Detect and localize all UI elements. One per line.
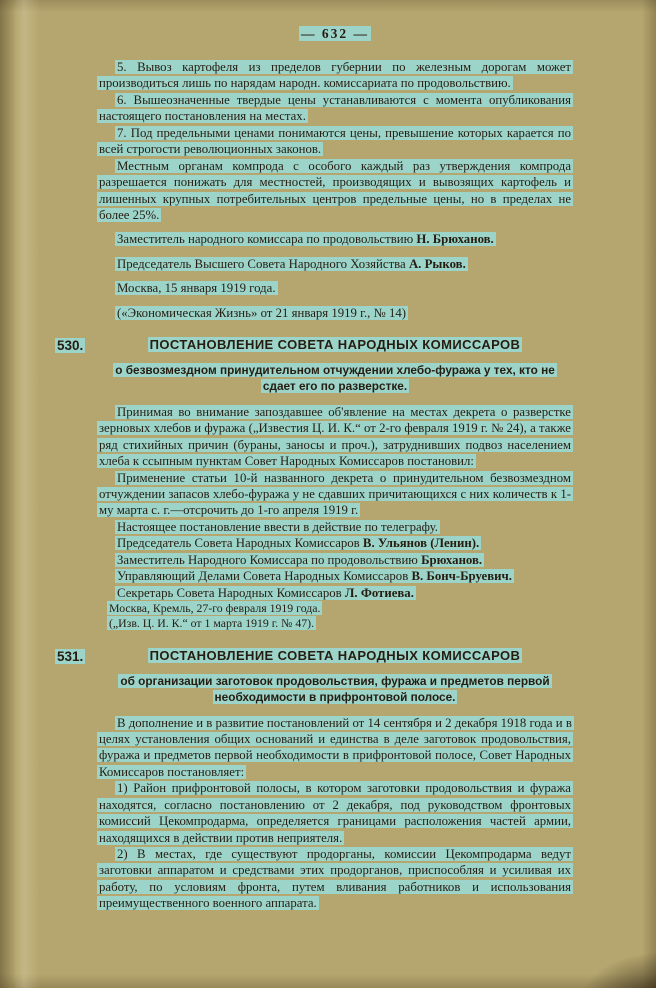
intro-paragraph-7: 7. Под предельными ценами понимаются цены, превышение которых карается по всей строгости революционных законов. [99, 125, 571, 157]
decree-530-margin-number: 530. [57, 338, 84, 354]
text-column [57, 26, 573, 912]
decree-530-paragraph: Настоящее постановление ввести в действие по телеграфу. [117, 519, 438, 534]
signatory-name: А. Рыков. [408, 256, 466, 271]
signatory-name: В. Ульянов (Ленин). [362, 536, 480, 551]
signature-line: Заместитель народного комиссара по продовольствию Н. Брюханов. [117, 232, 494, 247]
signature-line: Управляющий Делами Совета Народных Комиссаров В. Бонч-Бруевич. [117, 569, 512, 584]
page-number-text: — 632 — [301, 26, 369, 41]
intro-paragraph-6: 6. Вышеозначенные твердые цены устанавливаются с момента опубликования настоящего постановления на местах. [99, 92, 571, 124]
date-line: Москва, Кремль, 27-го февраля 1919 года. [109, 601, 321, 616]
decree-530-subtitle: о безвозмездном принудительном отчуждении хлебо-фуража у тех, кто не сдает его по разверстке. [115, 363, 555, 393]
signature-line: Секретарь Совета Народных Комиссаров Л. Фотиева. [117, 585, 414, 600]
decree-531-paragraph: 1) Район прифронтовой полосы, в котором заготовки продовольствия и фуража находятся, согласно постановлению от 2 декабря, под руководством фронтовых комиссий Цекомпродарма, определяется границами расположения частей армии, находящихся в действии против неприятеля. [99, 781, 571, 845]
decree-530-title: ПОСТАНОВЛЕНИЕ СОВЕТА НАРОДНЫХ КОМИССАРОВ [149, 337, 521, 353]
decree-531 [57, 647, 573, 912]
decree-531-subtitle: об организации заготовок продовольствия, фуража и предметов первой необходимости в прифронтовой полосе. [120, 673, 550, 704]
signature-line: Председатель Высшего Совета Народного Хозяйства А. Рыков. [117, 256, 466, 271]
page-number [97, 26, 573, 42]
intro-paragraph-5: 5. Вывоз картофеля из пределов губернии по железным дорогам может производиться лишь по нарядам народн. комиссариата по продовольствию. [99, 60, 571, 91]
signatory-name: Н. Брюханов. [416, 232, 494, 247]
scan-corner-shadow [580, 952, 656, 988]
signatory-name: В. Бонч-Бруевич. [411, 569, 512, 584]
decree-531-margin-number: 531. [57, 648, 84, 664]
decree-531-title: ПОСТАНОВЛЕНИЕ СОВЕТА НАРОДНЫХ КОМИССАРОВ [149, 647, 521, 663]
decree-530 [57, 337, 573, 632]
date-line: Москва, 15 января 1919 года. [117, 281, 276, 296]
signatory-name: Л. Фотиева. [344, 585, 414, 600]
decree-531-paragraph: 2) В местах, где существуют продорганы, комиссии Цекомпродарма ведут заготовки аппаратом и средствами этих продорганов, приспособляя и усиливая их работу, по условиям фронта, путем вливания работников и использования преимущественного военного аппарата. [99, 847, 571, 911]
decree-531-paragraph: В дополнение и в развитие постановлений от 14 сентября и 2 декабря 1918 года и в целях установления общих оснований и единства в деле заготовок продовольствия, фуража и предметов первой необходимости в прифронтовой полосе, Совет Народных Комиссаров постановляет: [99, 715, 572, 779]
source-line: («Экономическая Жизнь» от 21 января 1919 г., № 14) [117, 305, 407, 320]
signature-line: Председатель Совета Народных Комиссаров В. Ульянов (Ленин). [117, 536, 480, 551]
source-line: („Изв. Ц. И. К.“ от 1 марта 1919 г. № 47). [109, 616, 315, 631]
decree-530-paragraph: Применение статьи 10-й названного декрета о принудительном безвозмездном отчуждении запасов хлебо-фуража у не сдавших причитающихся с них количеств к 1-му марта с. г.—отсрочить до 1-го апреля 1919 г. [99, 470, 571, 518]
signature-line: Заместитель Народного Комиссара по продовольствию Брюханов. [117, 552, 483, 567]
decree-530-paragraph: Принимая во внимание запоздавшее об'явление на местах декрета о разверстке зерновых хлебов и фуража („Известия Ц. И. К.“ от 2-го февраля 1919 г. № 24), а также ряд стихийных причин (бураны, заносы и проч.), затруднивших подвоз населением хлеба к ссыпным пунктам Совет Народных Комиссаров постановил: [99, 404, 571, 469]
intro-paragraph-note: Местным органам компрода с особого каждый раз утверждения компрода разрешается понижать для местностей, производящих и вывозящих картофель и лишенных крупных потребительных центров предельные цены, но в пределах не более 25%. [99, 158, 571, 222]
signatory-name: Брюханов. [421, 552, 483, 567]
